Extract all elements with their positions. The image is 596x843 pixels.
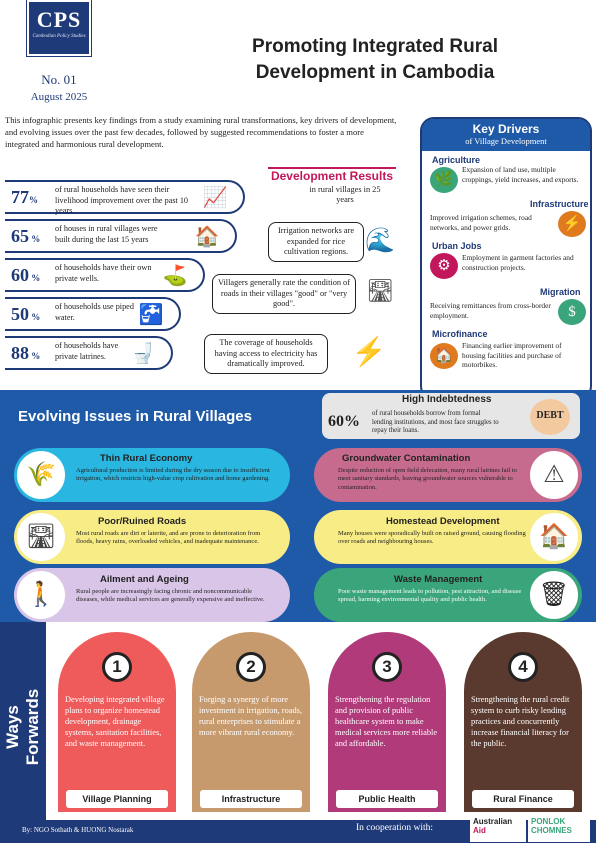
step-text: Strengthening the regulation and provision of public healthcare system to make medical services more reliable and affordable. [335,695,438,748]
agriculture-icon: 🌿 [430,167,458,193]
high-indebtedness-value: 60% [328,413,360,430]
issue-text: Rural people are increasingly facing chronic and noncommunicable diseases, while medical services are generally expensive and ineffective. [76,588,265,604]
issue-waste-management [314,568,582,622]
stat-piped-water [5,297,181,331]
driver-text-urban-jobs: Employment in garment factories and construction projects. [462,253,574,272]
stat-wells [5,258,205,292]
power-tower-icon: ⚡ [351,337,387,368]
water-tap-icon: 🚰 [138,304,164,326]
power-pylon-icon: ⚡ [558,211,586,237]
ponlok-chomnes-logo [528,814,590,842]
logo-tagline: Cambodian Policy Studies [32,34,86,39]
step-label: Infrastructure [200,790,302,808]
ways-forwards-title: Ways Forwards [3,688,42,766]
issue-groundwater-contamination [314,448,582,502]
high-indebtedness-text: of rural households borrow from formal lending institutions, and most face struggles to repay their loans. [372,410,499,434]
step-text: Strengthening the rural credit system to curb risky lending practices and concurrently increase financial literacy for the public. [471,695,570,748]
intro-paragraph: This infographic presents key findings from a study examining rural transformations, key drivers of development, and evolving issues over the past few decades, followed by suggested recommendations to foster a more integrated and harmonious rural development. [5,115,397,149]
stat-value: 77% [11,187,38,207]
driver-label-infrastructure: Infrastructure [530,199,589,209]
step-label: Rural Finance [472,790,574,808]
key-drivers-panel [420,117,592,400]
flooded-house-icon: 🏠 [530,513,578,561]
road-icon: 🛣 [366,278,394,303]
key-drivers-subtitle: of Village Development [465,136,547,146]
stat-text: of households have private latrines. [55,341,119,361]
issue-number: No. 01 [41,72,77,87]
issues-title: Evolving Issues in Rural Villages [18,408,252,425]
way-forward-card-3 [328,632,446,812]
title-line-2: Development in Cambodia [255,62,495,83]
stat-text: of households have their own private wells. [55,263,152,283]
dev-card-irrigation: Irrigation networks are expanded for rice cultivation regions. [268,222,364,262]
rice-stalk-icon: 🌾 [17,451,65,499]
irrigation-dam-icon: 🌊 [365,228,395,254]
debt-icon: DEBT [530,399,570,435]
issue-thin-rural-economy [14,448,290,502]
development-results-subtitle: in rural villages in 25 years [309,185,381,204]
partner-1-line-1: Australian [473,817,513,826]
step-label: Public Health [336,790,438,808]
step-text: Forging a synergy of more investment in irrigation, roads, rural enterprises to stimulate a more vibrant rural economy. [199,695,303,737]
trash-bin-icon: 🗑 [530,571,578,619]
well-icon: ⛳ [162,265,188,287]
stat-latrines [5,336,173,370]
issue-title: Thin Rural Economy [100,453,193,464]
key-drivers-header [422,119,590,151]
money-transfer-icon: $ [558,299,586,325]
issue-title: Ailment and Ageing [100,574,189,585]
driver-text-migration: Receiving remittances from cross-border employment. [430,301,551,320]
driver-text-microfinance: Financing earlier improvement of housing facilities and purchase of motorbikes. [462,341,562,369]
driver-text-infrastructure: Improved irrigation schemes, road networks, and power grids. [430,213,532,232]
way-forward-card-4 [464,632,582,812]
step-label: Village Planning [66,790,168,808]
issue-ailment-ageing [14,568,290,622]
key-drivers-title: Key Drivers [472,122,540,136]
development-results-title: Development Results [268,167,396,183]
growth-chart-icon: 📈 [202,187,228,209]
house-icon: 🏠 [194,226,220,248]
toilet-icon: 🚽 [130,343,156,365]
australian-aid-logo [470,814,526,842]
issue-title: Waste Management [394,574,483,585]
page-title [190,34,560,86]
step-number: 4 [508,652,538,682]
issue-title: Poor/Ruined Roads [98,516,187,527]
stat-value: 65 % [11,226,41,246]
partner-2-line-1: PONLOK [531,817,566,826]
issue-text: Most rural roads are dirt or laterite, and are prone to deterioration from floods, heavy rains, overloaded vehicles, and inadequate maintenance. [76,530,261,546]
title-line-1: Promoting Integrated Rural [252,36,498,57]
issue-poor-roads [14,510,290,564]
stat-value: 60 % [11,265,41,285]
dev-card-roads: Villagers generally rate the condition of roads in their villages "good" or "very good". [212,274,356,314]
partner-1-line-2: Aid [473,826,486,835]
driver-label-agriculture: Agriculture [432,155,481,165]
high-indebtedness-title: High Indebtedness [402,394,492,405]
issue-homestead-development [314,510,582,564]
issue-title: Groundwater Contamination [342,453,471,464]
issue-text: Many houses were sporadically built on raised ground, causing flooding over roads and neighbouring houses. [338,530,526,546]
stat-text: of rural households have seen their livelihood improvement over the past 10 years. [55,185,189,215]
step-number: 2 [236,652,266,682]
issue-text: Agricultural production is limited during the dry season due to insufficient irrigation, which restricts high-value crop cultivation and home gardening. [76,467,270,483]
cps-logo [27,0,91,56]
driver-label-microfinance: Microfinance [432,329,488,339]
road-sign-icon: 🛣 [17,513,65,561]
issue-title: Homestead Development [386,516,500,527]
stat-text: of households use piped water. [55,302,134,322]
stat-text: of houses in rural villages were built during the last 15 years [55,224,158,244]
issue-date: August 2025 [30,91,88,103]
stat-houses [5,219,237,253]
partner-2-line-2: CHOMNES [531,826,572,835]
logo-text: CPS [36,7,82,32]
sewing-machine-icon: ⚙ [430,253,458,279]
stat-livelihood [5,180,245,214]
issue-text: Poor waste management leads to pollution, pest attraction, and disease spread, harming environmental quality and public health. [338,588,522,604]
step-number: 1 [102,652,132,682]
way-forward-card-2 [192,632,310,812]
way-forward-card-1 [58,632,176,812]
house-finance-icon: 🏠 [430,343,458,369]
driver-label-migration: Migration [540,287,581,297]
dev-card-electricity: The coverage of households having access to electricity has dramatically improved. [204,334,328,374]
authors-byline: By: NGO Sothath & HUONG Nostarak [22,826,134,834]
step-number: 3 [372,652,402,682]
stat-value: 88 % [11,343,41,363]
driver-text-agriculture: Expansion of land use, multiple croppings, yield increases, and exports. [462,165,579,184]
elderly-person-icon: 🚶 [17,571,65,619]
cooperation-label: In cooperation with: [356,823,434,833]
stat-value: 50 % [11,304,41,324]
driver-label-urban-jobs: Urban Jobs [432,241,482,251]
step-text: Developing integrated village plans to organize homestead development, drainage systems, sanitation facilities, and waste management. [65,695,165,748]
warning-icon: ⚠ [530,451,578,499]
issue-text: Despite reduction of open field defecation, many rural latrines fail to meet sanitary standards, leaving groundwater sources vulnerable to contamination. [338,467,517,491]
